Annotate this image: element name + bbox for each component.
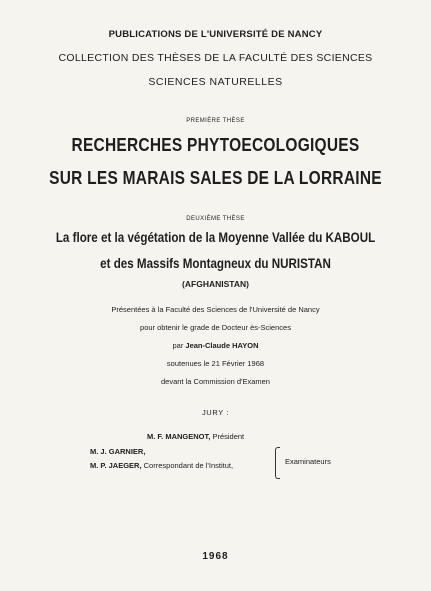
author-name: Jean-Claude HAYON (185, 341, 259, 350)
first-thesis-title-line2: SUR LES MARAIS SALES DE LA LORRAINE (49, 168, 382, 188)
jury-member-role: Président (212, 432, 245, 441)
presentation-author-line (0, 341, 431, 350)
author-prefix: par (172, 341, 184, 350)
commission-line: devant la Commission d'Examen (161, 377, 270, 386)
collection-heading: COLLECTION DES THÈSES DE LA FACULTÉ DES SCIENCES (58, 52, 373, 64)
second-thesis-label: DEUXIÈME THÈSE (186, 216, 245, 222)
jury-member-jaeger (90, 461, 233, 470)
examiners-label: Examinateurs (285, 457, 331, 466)
jury-member-president (147, 432, 244, 441)
first-thesis-label: PREMIÈRE THÈSE (186, 118, 245, 124)
second-thesis-title-line2: et des Massifs Montagneux du NURISTAN (100, 256, 331, 271)
series-heading: SCIENCES NATURELLES (148, 76, 283, 88)
presentation-line2: pour obtenir le grade de Docteur ès-Sciences (140, 323, 291, 332)
second-thesis-title-line1: La flore et la végétation de la Moyenne Vallée du KABOUL (55, 230, 376, 245)
publication-year: 1968 (202, 551, 229, 562)
defense-date: soutenues le 21 Février 1968 (166, 359, 265, 368)
examiners-brace (275, 447, 280, 479)
jury-member-role: Correspondant de l'Institut, (143, 461, 234, 470)
jury-member-name: M. P. JAEGER, (90, 461, 142, 470)
publisher-heading: PUBLICATIONS DE L'UNIVERSITÉ DE NANCY (108, 29, 323, 40)
jury-member-name: M. J. GARNIER, (90, 447, 146, 456)
second-thesis-title-line3: (AFGHANISTAN) (182, 279, 249, 289)
presentation-line1: Présentées à la Faculté des Sciences de l'Université de Nancy (111, 305, 320, 314)
jury-member-name: M. F. MANGENOT, (147, 432, 211, 441)
jury-member-garnier (90, 447, 145, 456)
first-thesis-title-line1: RECHERCHES PHYTOECOLOGIQUES (71, 135, 360, 155)
jury-label: JURY : (201, 408, 230, 417)
